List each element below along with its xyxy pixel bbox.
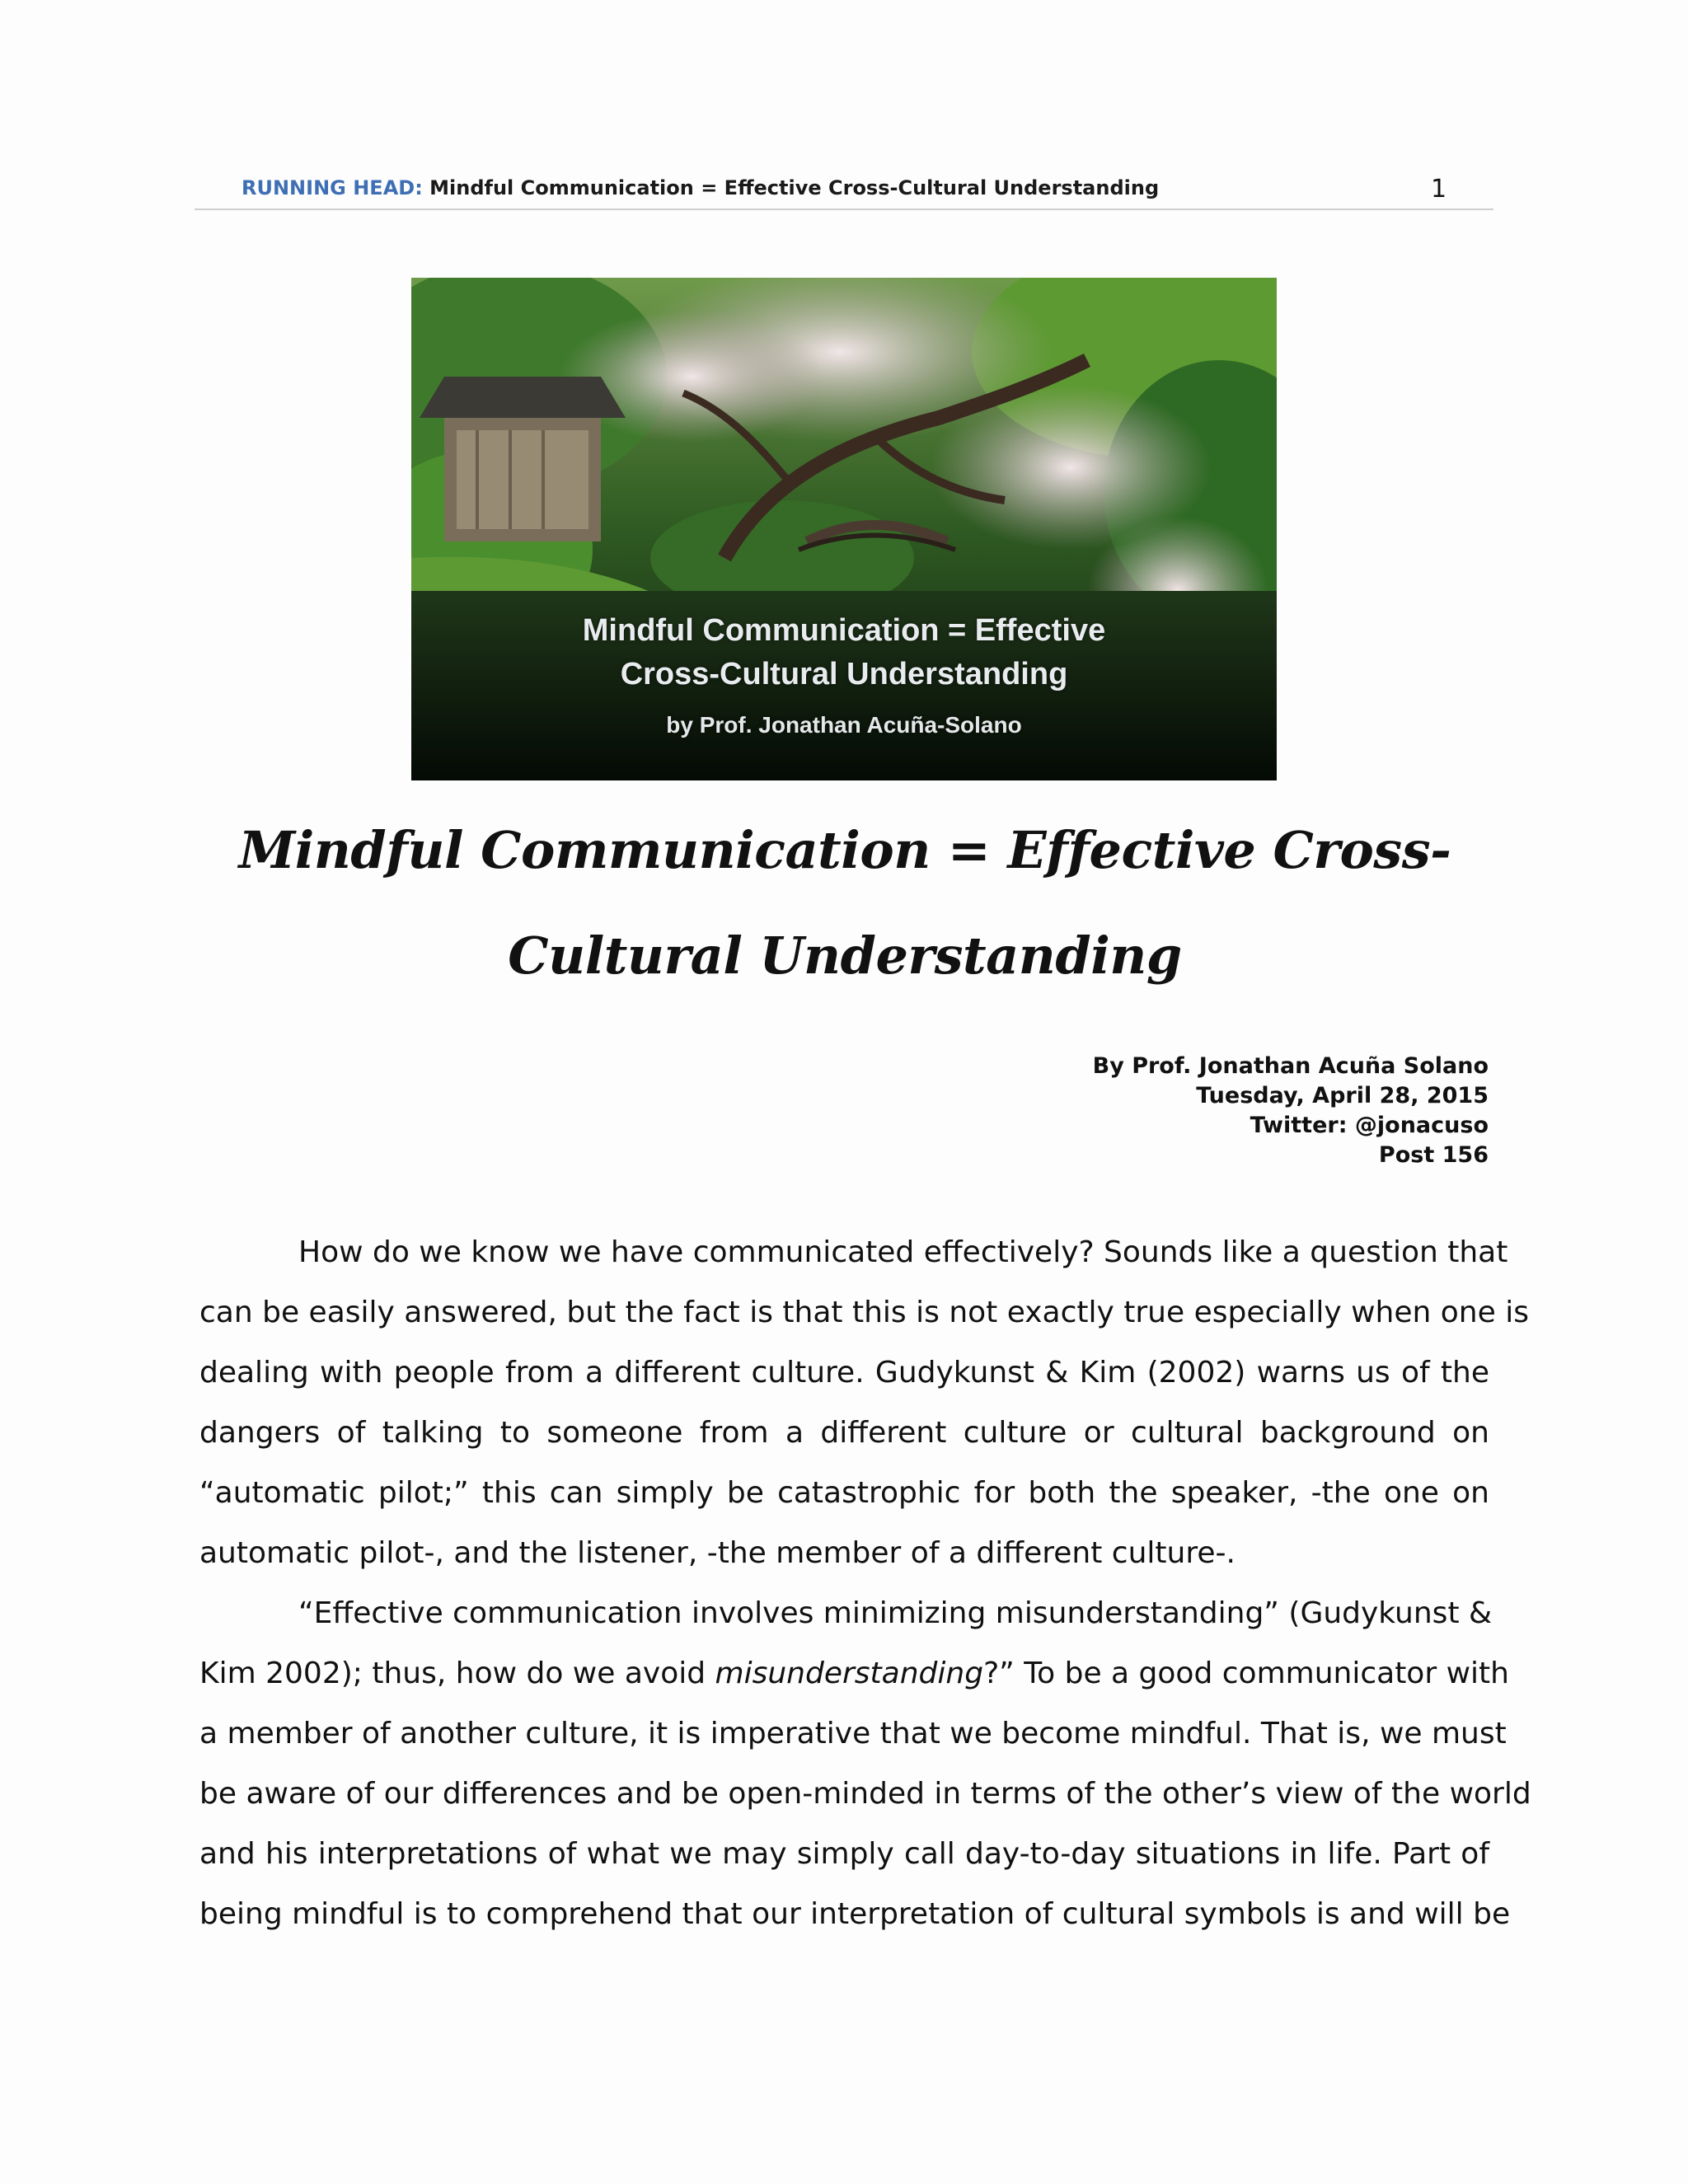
garden-scene-illustration xyxy=(411,278,1277,780)
article-title-line-2: Cultural Understanding xyxy=(508,926,1182,986)
emphasized-term: misunderstanding xyxy=(715,1657,984,1690)
body-line: a member of another culture, it is imperative that we become mindful. That is, we must xyxy=(199,1717,1507,1750)
twitter-handle: Twitter: @jonacuso xyxy=(1250,1113,1489,1138)
body-line: “Effective communication involves minimizing misunderstanding” (Gudykunst & xyxy=(298,1596,1493,1630)
banner-title-line-1: Mindful Communication = Effective xyxy=(582,613,1106,648)
author-line: By Prof. Jonathan Acuña Solano xyxy=(1092,1053,1489,1079)
body-line: “automatic pilot;” this can simply be catastrophic for both the speaker, -the one on xyxy=(199,1476,1489,1510)
body-line: automatic pilot-, and the listener, -the member of a different culture-. xyxy=(199,1536,1236,1570)
post-number: Post 156 xyxy=(1378,1142,1489,1168)
date-line: Tuesday, April 28, 2015 xyxy=(1196,1083,1489,1108)
body-line: and his interpretations of what we may simply call day-to-day situations in life. Part of xyxy=(199,1837,1489,1871)
running-head-label: RUNNING HEAD: xyxy=(241,176,423,199)
body-line: How do we know we have communicated effectively? Sounds like a question that xyxy=(298,1235,1508,1269)
body-line: can be easily answered, but the fact is that this is not exactly true especially when one is xyxy=(199,1296,1529,1329)
banner-title-line-2: Cross-Cultural Understanding xyxy=(620,657,1068,691)
page-number: 1 xyxy=(1431,175,1447,204)
running-head-text: Mindful Communication = Effective Cross-Cultural Understanding xyxy=(429,176,1160,199)
article-title-line-1: Mindful Communication = Effective Cross- xyxy=(238,820,1451,880)
running-head xyxy=(241,176,1503,199)
body-line xyxy=(199,1656,1509,1692)
body-line: being mindful is to comprehend that our interpretation of cultural symbols is and will be xyxy=(199,1897,1511,1931)
header-divider xyxy=(195,209,1493,210)
banner-image xyxy=(411,278,1277,780)
body-text: Kim 2002); thus, how do we avoid xyxy=(199,1657,715,1690)
body-line: dangers of talking to someone from a different culture or cultural background on xyxy=(199,1416,1489,1450)
body-line: be aware of our differences and be open-minded in terms of the other’s view of the world xyxy=(199,1777,1531,1811)
banner-byline: by Prof. Jonathan Acuña-Solano xyxy=(666,712,1022,738)
body-text: ?” To be a good communicator with xyxy=(983,1657,1509,1690)
body-line: dealing with people from a different culture. Gudykunst & Kim (2002) warns us of the xyxy=(199,1356,1489,1390)
